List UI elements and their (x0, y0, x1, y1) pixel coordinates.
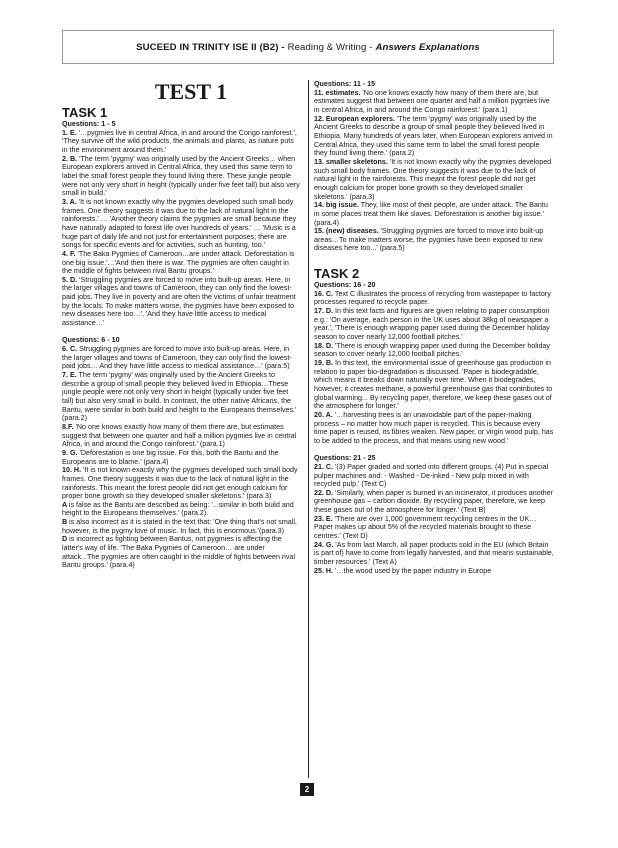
answer-13: 13. smaller skeletons. 'It is not known exactly why the pygmies developed such small body frames. One theory suggests it was due to the lack of natural light in the rainforests. This meant the forest people did not get enough calcium for proper bone growth so they developed smaller skeletons.' (para.3) (314, 157, 552, 201)
answer-10: 10. H. 'It is not known exactly why the pygmies developed such small body frames. One theory suggests it was due to the lack of natural light in the rainforests. This meant the forest people did not get enough calcium for proper bone growth so they developed smaller skeletons.' (para.3) (62, 466, 298, 501)
answer-25: 25. H. '…the wood used by the paper industry in Europe (314, 566, 492, 575)
answer-5: 5. D. 'Struggling pygmies are forced to move into built-up areas. Here, in the larger villages and towns of Cameroon, they can only find the lowest-paid jobs. They live in poverty and are often the victims of unfair treatment by the locals. To make matters worse, the pygmies have been exposed to new diseases here too…', 'And they have little access to medical assistance…' (62, 275, 296, 328)
test-title: TEST 1 (154, 79, 228, 104)
note-b: B is also incorrect as it is stated in the text that: 'One thing that's not small, however, is the pygmy love of music. In fact, this is enormous.'(para.3) (62, 518, 297, 535)
header-section: Answers Explanations (375, 41, 480, 53)
questions-6-10-heading: Questions: 6 - 10 (62, 336, 120, 345)
answer-15: 15. (new) diseases. 'Struggling pygmies are forced to move into built-up areas…To make matters worse, the pygmies have been exposed to new diseases here too...' (para.5) (314, 227, 544, 253)
answer-16: 16. C. Text C illustrates the process of recycling from wastepaper to factory processes required to recycle paper. (314, 289, 551, 307)
answer-23: 23. E. 'There are over 1,000 government recycling centres in the UK…Paper makes up about 5% of the recycled materials brought to these centres.' (Text D) (314, 514, 537, 541)
questions-1-5-heading: Questions: 1 - 5 (62, 120, 116, 128)
page-header (62, 30, 554, 64)
questions-11-15-heading: Questions: 11 - 15 (314, 80, 376, 88)
left-column (62, 80, 300, 570)
answer-12: 12. European explorers. 'The term 'pygmy' was originally used by the Ancient Greeks to describe a group of small people they believed lived in Ethiopia. Many hundreds of years later, when European explorers arrived in Central Africa, they used this same term to label the small forest people they found living there.' (para.2) (314, 114, 553, 158)
answer-3: 3. A. 'It is not known exactly why the pygmies developed such small body frames. One theory suggests it was due to the lack of natural light in the rainforests.' … 'Another theory claims the pygmies are small because they have naturally adapted to forest life over hundreds of years.' … 'Music is a huge part of daily life and not just for entertainment purposes; there are songs for specific events and for activities, such as hunting, too.' (62, 197, 297, 250)
answer-20: 20. A. '…harvesting trees is an unavoidable part of the paper-making process – no matter how much paper is recycled. This is because every time paper is reused, its fibres weaken. New paper, or virgin wood pulp, has to be added to the process, and that means using new wood.' (314, 410, 554, 445)
answer-24: 24. G. 'As from last March, all paper products sold in the EU (which Britain is part of) have to come from legally harvested, and that means sustainable, timber resources.' (Text A) (314, 540, 554, 567)
answer-4: 4. F. 'The Baka Pygmies of Cameroon…are under attack. Deforestation is one big issue.'…'And then there is war. The pygmies are often caught in the middle of fights between rival Bantu groups.' (62, 249, 295, 276)
page-number: 2 (300, 783, 314, 796)
answer-1: 1. E. '…pygmies live in central Africa, in and around the Congo rainforest.', 'They survive off the wild products, the animals and plants, as nature puts in the environment around them.' (62, 128, 297, 154)
header-title: SUCEED IN TRINITY ISE II (B2) - (136, 41, 285, 53)
answer-22: 22. D. 'Similarly, when paper is burned in an incinerator, it produces another greenhouse gas – carbon dioxide. By recycling paper, therefore, we keep these gases out of the atmosphere for longer.' (Text B) (314, 488, 553, 515)
column-divider (308, 80, 309, 778)
answer-9: 9. G. 'Deforestation is one big issue. For this, both the Bantu and the Europeans are to blame.' (para.4) (62, 448, 279, 466)
questions-21-25-heading: Questions: 21 - 25 (314, 454, 376, 463)
right-column (314, 80, 554, 575)
task-1-title: TASK 1 (62, 105, 108, 120)
note-a: A is false as the Bantu are described as being: '...similar in both build and height to the Europeans themselves.' (para.2). (62, 500, 294, 518)
answer-14: 14. big issue. They, like most of their people, are under attack. The Bantu in some places treat them like slaves. Deforestation is another big issue.' (para.4) (314, 201, 548, 227)
answer-21: 21. C. '(3) Paper graded and sorted into different groups. (4) Put in special pulper machines and: - Washed - De-inked - New pulp mixed in with recycled pulp.' (Text C) (314, 462, 549, 489)
answer-19: 19. B. In this text, the environmental issue of greenhouse gas production in relation to paper bio-degradation is discussed. 'Paper is biodegradable, which means it breaks down naturally over time. When it biodegrades, however, it creates methane, a powerful greenhouse gas that contributes to global warming... By recycling paper, therefore, we keep these gases out of the atmosphere for longer.' (314, 359, 553, 411)
answer-11: 11. estimates. 'No one knows exactly how many of them there are, but estimates suggest that between one quarter and half a million pygmies live in central Africa, in and around the Congo rainforest.' (para.1) (314, 88, 550, 114)
task-2-title: TASK 2 (314, 266, 360, 282)
header-subtitle: Reading & Writing - (287, 41, 373, 53)
answer-6: 6. C. Struggling pygmies are forced to move into built-up areas. Here, in the larger villages and towns of Cameroon, they can only find the lowest-paid jobs… And they have little access to medical assistance…' (para.5) (62, 345, 292, 371)
answer-2: 2. B. 'The term 'pygmy' was originally used by the Ancient Greeks… when European explorers arrived in Central Africa, they used this same term to label the small forest people they found living there. These jungle people were not only very short in height (typically under five feet tall) but also very small in build.' (62, 154, 300, 198)
answer-18: 18. D. 'There is enough wrapping paper used during the December holiday season to cover nearly 12,000 football pitches.' (314, 341, 550, 359)
answer-17: 17. D. In this text facts and figures are given relating to paper consumption e.g.: 'On average, each person in the UK uses about 38kg of newspaper a year.', 'There is enough wrapping paper used during the December holiday season to cover nearly 12,000 football pitches.' (314, 307, 550, 342)
questions-16-20-heading: Questions: 16 - 20 (314, 281, 376, 290)
answer-7: 7. E. The term 'pygmy' was originally used by the Ancient Greeks to describe a group of small people they believed lived in Ethiopia…These jungle people were not only very short in height (typically under five feet tall) but also very small in build. In contrast, the other native Africans, the Bantu, were similar in both build and height to the Europeans themselves.' (para.2) (62, 370, 297, 423)
note-d: D is incorrect as fighting between Bantus, not pygmies is affecting the latter's way of life. 'The Baka Pygmies of Cameroon… are under attack...The pygmies are often caught in the middle of fights between rival Bantu groups.' (para.4) (62, 535, 295, 570)
answer-8: 8.F. 'No one knows exactly how many of them there are, but estimates suggest that between one quarter and half a million pygmies live in central Africa, in and around the Congo rainforest.' (para.1) (62, 422, 297, 449)
